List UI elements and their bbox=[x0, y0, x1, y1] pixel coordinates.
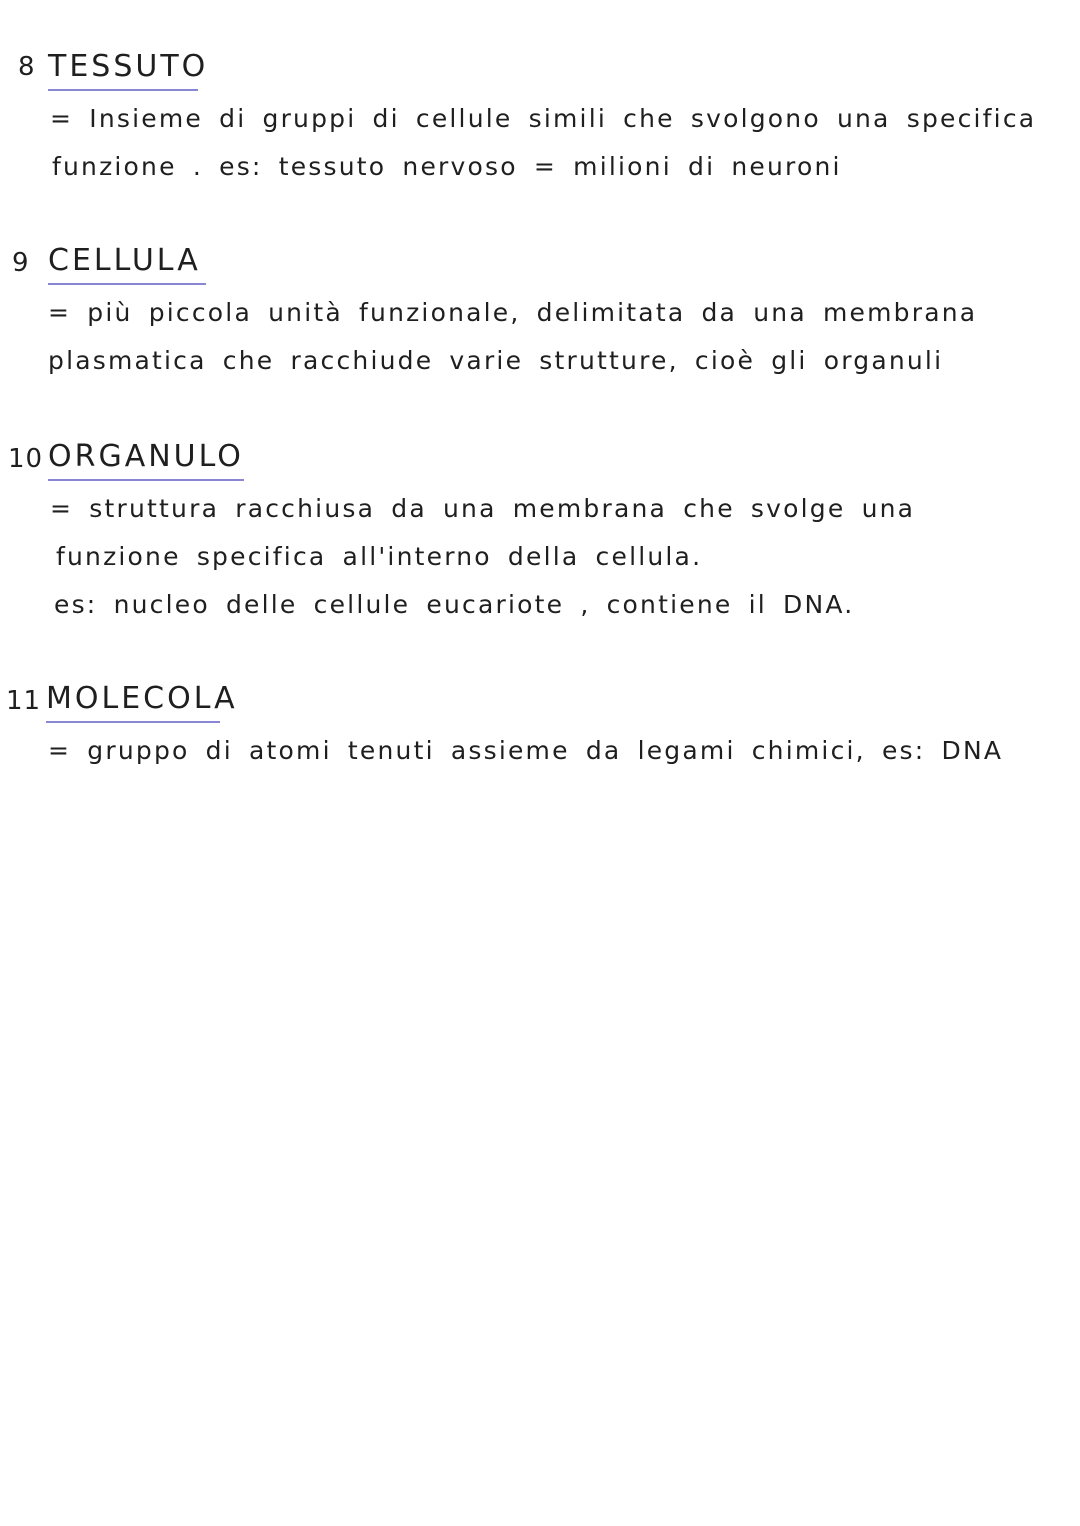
entry-number: 9 bbox=[12, 248, 30, 278]
definition-line: = più piccola unità funzionale, delimitata da una membrana bbox=[48, 298, 978, 327]
definition-line: = Insieme di gruppi di cellule simili che svolgono una specifica bbox=[50, 104, 1037, 133]
entry-term: CELLULA bbox=[48, 244, 206, 285]
entry-term: ORGANULO bbox=[48, 440, 244, 481]
definition-line: funzione . es: tessuto nervoso = milioni di neuroni bbox=[52, 152, 842, 181]
definition-line: es: nucleo delle cellule eucariote , contiene il DNA. bbox=[54, 590, 855, 619]
entry-number: 8 bbox=[18, 52, 36, 82]
definition-line: plasmatica che racchiude varie strutture, cioè gli organuli bbox=[48, 346, 944, 375]
entry-number: 11 bbox=[6, 686, 42, 716]
entry-term: TESSUTO bbox=[48, 50, 198, 91]
definition-line: = struttura racchiusa da una membrana che svolge una bbox=[50, 494, 916, 523]
entry-term: MOLECOLA bbox=[46, 682, 220, 723]
entry-number: 10 bbox=[8, 444, 44, 474]
definition-line: = gruppo di atomi tenuti assieme da legami chimici, es: DNA bbox=[48, 736, 1004, 765]
definition-line: funzione specifica all'interno della cellula. bbox=[56, 542, 703, 571]
